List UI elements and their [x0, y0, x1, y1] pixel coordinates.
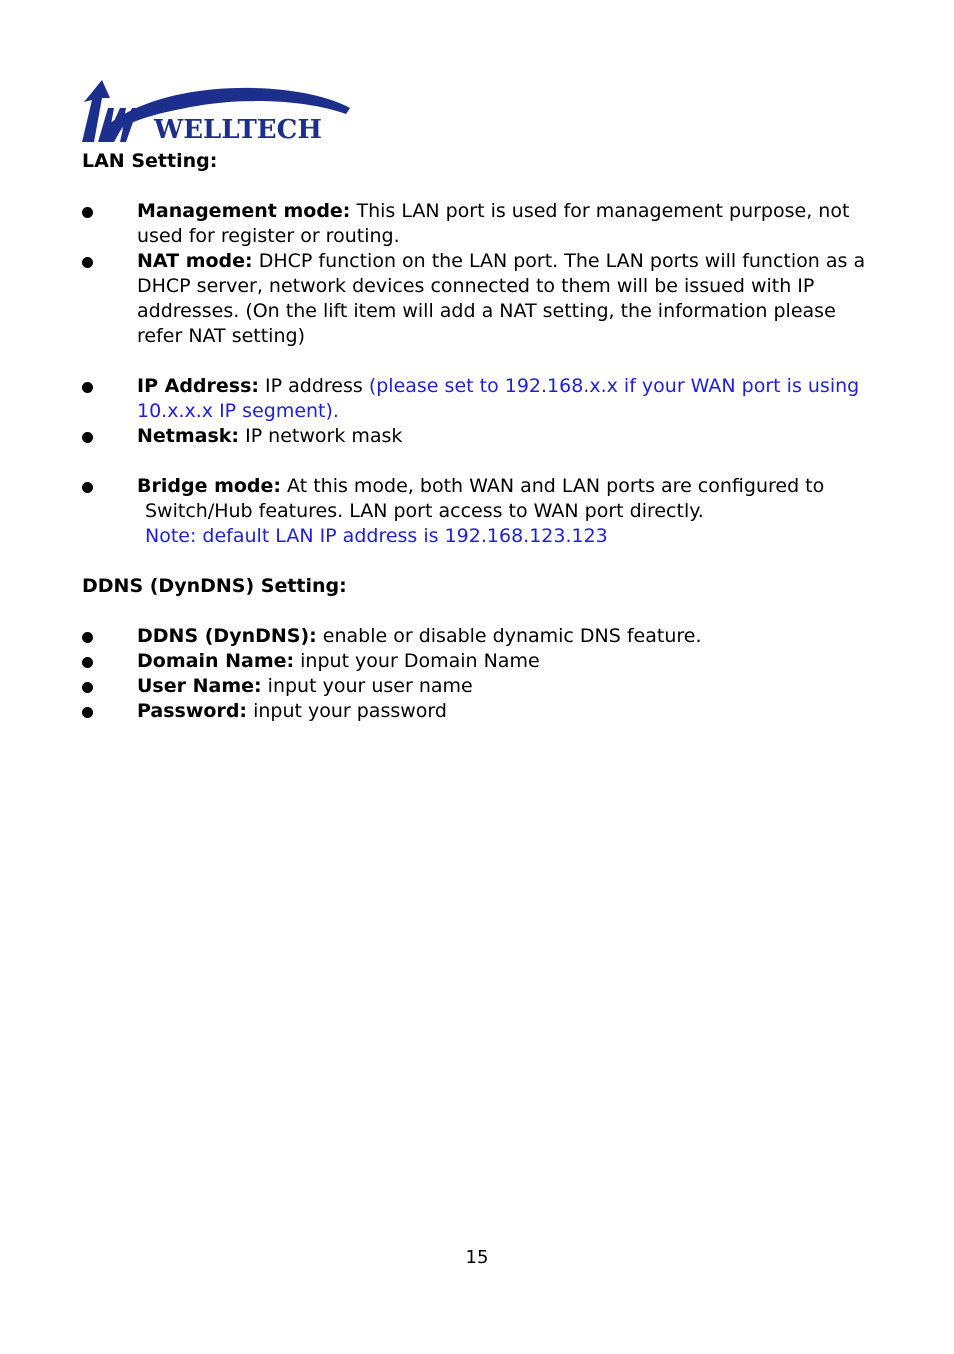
term-domain-name: Domain Name:: [137, 650, 295, 672]
desc-ip-address: IP address: [259, 375, 369, 397]
term-netmask: Netmask:: [137, 425, 240, 447]
term-management-mode: Management mode:: [137, 200, 351, 222]
list-item-bridge-mode: [82, 474, 882, 549]
bullet-icon: [82, 207, 93, 218]
bullet-icon: [82, 682, 93, 693]
list-item-nat-mode: [82, 249, 882, 349]
bullet-icon: [82, 382, 93, 393]
bullet-icon: [82, 482, 93, 493]
term-nat-mode: NAT mode:: [137, 250, 253, 272]
bullet-icon: [82, 632, 93, 643]
desc-bridge-mode-line2: Switch/Hub features. LAN port access to WAN port directly.: [145, 500, 704, 522]
list-item-ip-address: [82, 374, 882, 424]
manual-page-content: [82, 149, 882, 724]
bullet-icon: [82, 707, 93, 718]
bullet-icon: [82, 257, 93, 268]
bullet-icon: [82, 432, 93, 443]
term-password: Password:: [137, 700, 248, 722]
list-item-management-mode: [82, 199, 882, 249]
logo-wordmark: WELLTECH: [154, 115, 322, 144]
term-bridge-mode: Bridge mode:: [137, 475, 282, 497]
welltech-logo: [80, 78, 352, 144]
term-user-name: User Name:: [137, 675, 262, 697]
note-ip-address: (please set to 192.168.x.x if your WAN port is using 10.x.x.x IP segment).: [137, 375, 860, 422]
list-item-password: [82, 699, 882, 724]
desc-management-mode: This LAN port is used for management purpose, not used for register or routing.: [137, 200, 850, 247]
page-number: 15: [465, 1247, 489, 1268]
list-item-ddns: [82, 624, 882, 649]
desc-nat-mode: DHCP function on the LAN port. The LAN ports will function as a DHCP server, network devices connected to them will be issued with IP addresses. (On the lift item will add a NAT setting, the information please refer NAT setting): [137, 250, 866, 347]
desc-bridge-mode: At this mode, both WAN and LAN ports are configured to: [281, 475, 825, 497]
desc-ddns: enable or disable dynamic DNS feature.: [316, 625, 702, 647]
ddns-setting-heading: DDNS (DynDNS) Setting:: [82, 575, 347, 597]
bullet-icon: [82, 657, 93, 668]
lan-setting-heading: LAN Setting:: [82, 150, 218, 172]
list-item-user-name: [82, 674, 882, 699]
note-bridge-mode: Note: default LAN IP address is 192.168.123.123: [145, 525, 608, 547]
desc-domain-name: input your Domain Name: [294, 650, 540, 672]
list-item-netmask: [82, 424, 882, 449]
term-ddns: DDNS (DynDNS):: [137, 625, 317, 647]
desc-netmask: IP network mask: [239, 425, 403, 447]
desc-user-name: input your user name: [261, 675, 473, 697]
list-item-domain-name: [82, 649, 882, 674]
desc-password: input your password: [247, 700, 447, 722]
term-ip-address: IP Address:: [137, 375, 259, 397]
